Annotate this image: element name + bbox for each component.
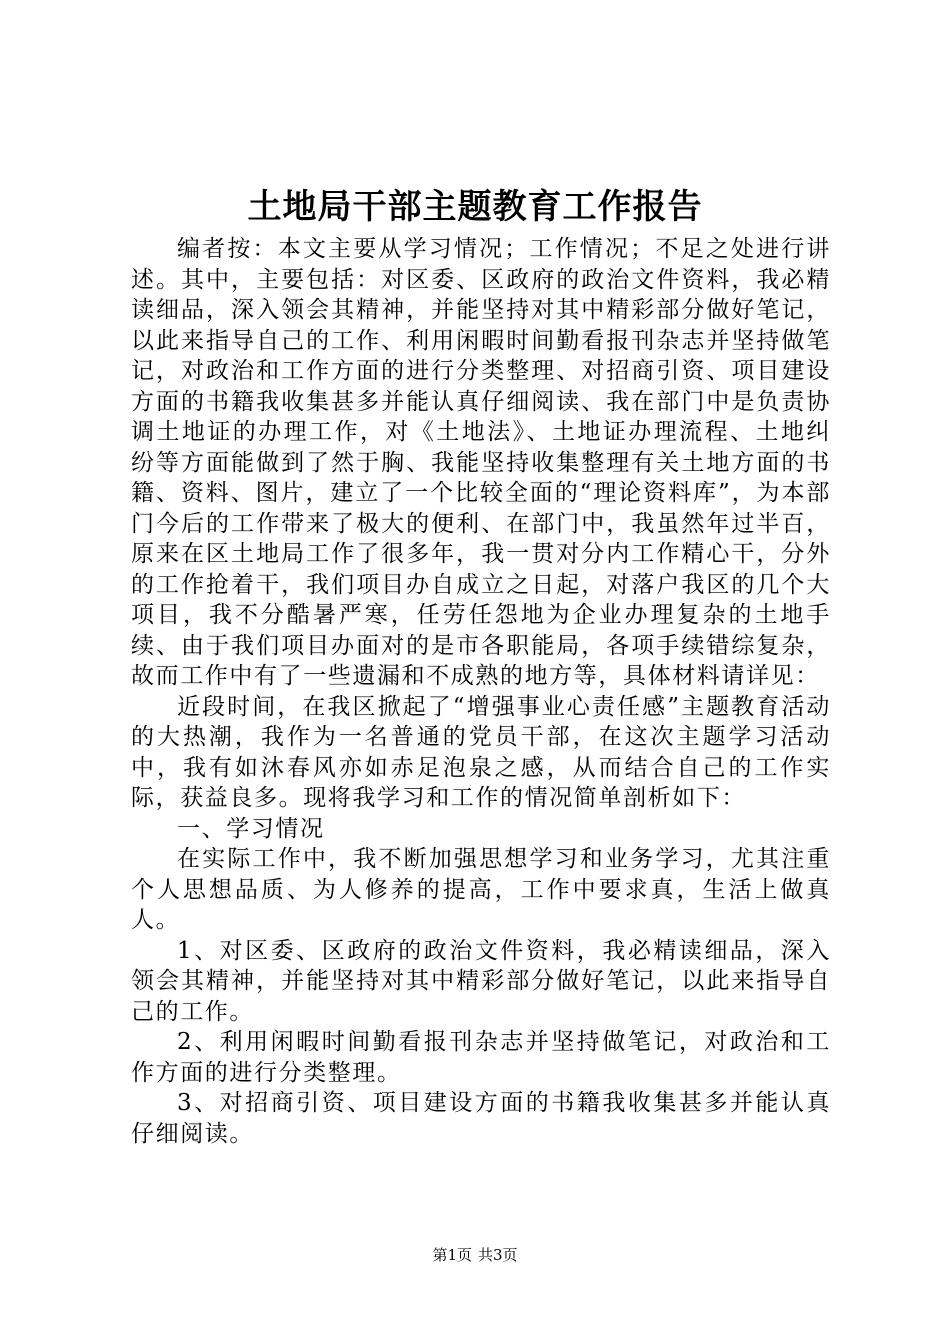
study-intro-paragraph: 在实际工作中，我不断加强思想学习和业务学习，尤其注重个人思想品质、为人修养的提高，工作中要求真，生活上做真人。 (131, 846, 831, 933)
section-heading-study: 一、学习情况 (177, 815, 325, 842)
study-item-2: 2、利用闲暇时间勤看报刊杂志并坚持做笔记，对政治和工作方面的进行分类整理。 (131, 1029, 831, 1086)
editor-note-paragraph: 编者按：本文主要从学习情况；工作情况；不足之处进行讲述。其中，主要包括：对区委、区政府的政治文件资料，我必精读细品，深入领会其精神，并能坚持对其中精彩部分做好笔记，以此来指导自己的工作、利用闲暇时间勤看报刊杂志并坚持做笔记，对政治和工作方面的进行分类整理、对招商引资、项目建设方面的书籍我收集甚多并能认真仔细阅读、我在部门中是负责协调土地证的办理工作，对《土地法》、土地证办理流程、土地纠纷等方面能做到了然于胸、我能坚持收集整理有关土地方面的书籍、资料、图片，建立了一个比较全面的“理论资料库”，为本部门今后的工作带来了极大的便利、在部门中，我虽然年过半百，原来在区土地局工作了很多年，我一贯对分内工作精心干，分外的工作抢着干，我们项目办自成立之日起，对落户我区的几个大项目，我不分酷暑严寒，任劳任怨地为企业办理复杂的土地手续、由于我们项目办面对的是市各职能局，各项手续错综复杂，故而工作中有了一些遗漏和不成熟的地方等，具体材料请详见： (131, 236, 831, 689)
study-item-1: 1、对区委、区政府的政治文件资料，我必精读细品，深入领会其精神，并能坚持对其中精彩部分做好笔记，以此来指导自己的工作。 (131, 937, 831, 1025)
document-body (131, 234, 831, 1149)
page-footer (0, 1245, 950, 1265)
study-item-3: 3、对招商引资、项目建设方面的书籍我收集甚多并能认真仔细阅读。 (131, 1090, 831, 1147)
intro-paragraph: 近段时间，在我区掀起了“增强事业心责任感”主题教育活动的大热潮，我作为一名普通的党员干部，在这次主题学习活动中，我有如沐春风亦如赤足泡泉之感，从而结合自己的工作实际，获益良多。现将我学习和工作的情况简单剖析如下： (131, 693, 831, 811)
page-number: 第1页 (432, 1246, 472, 1264)
document-title: 土地局干部主题教育工作报告 (247, 187, 703, 227)
page-total: 共3页 (478, 1246, 518, 1264)
